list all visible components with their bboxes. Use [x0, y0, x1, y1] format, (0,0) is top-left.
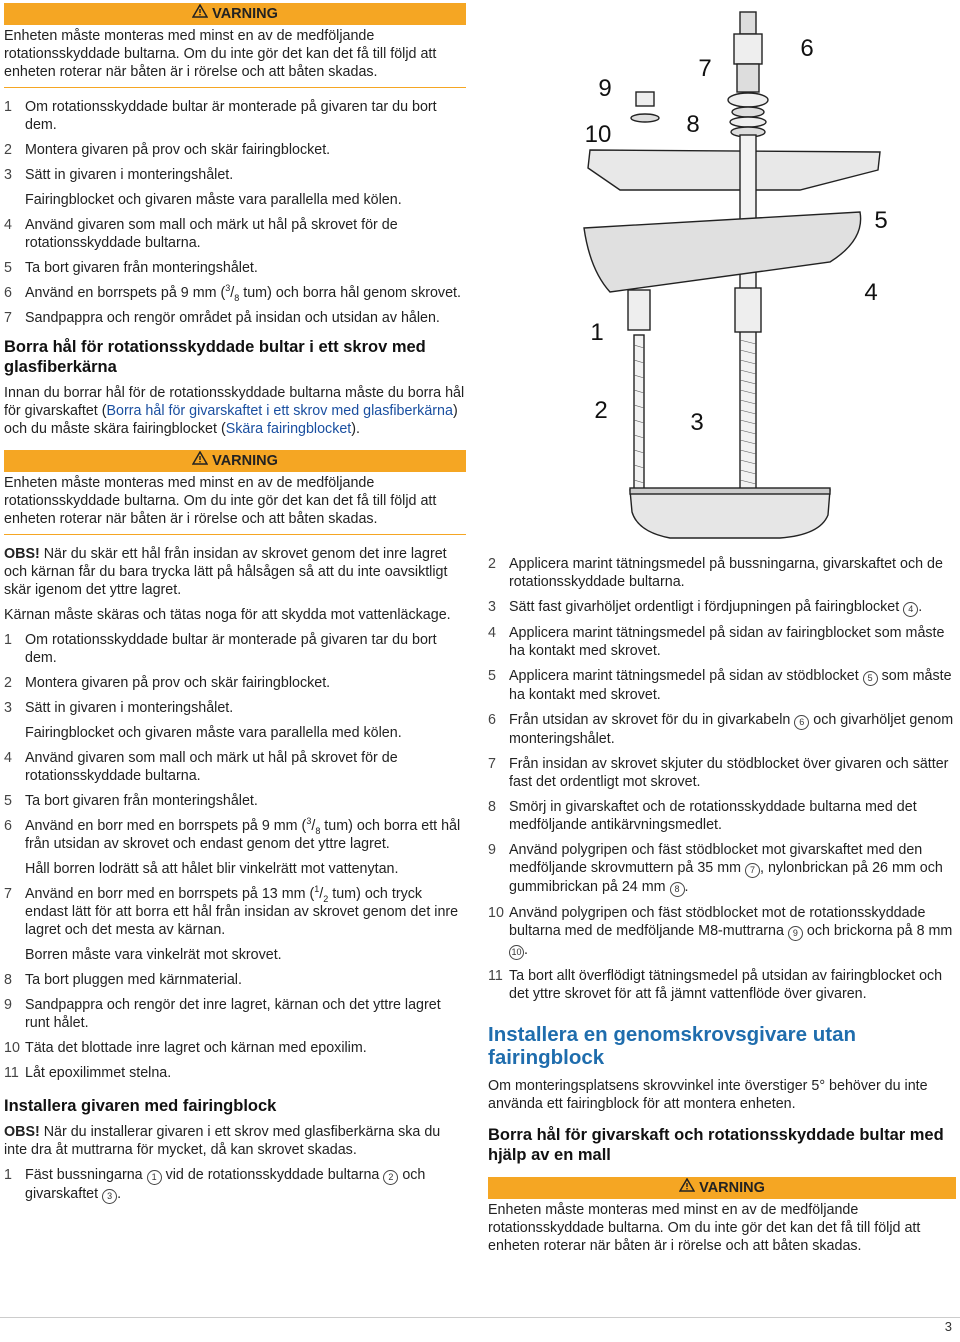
- fraction-denominator: 8: [315, 825, 321, 836]
- step-text: Applicera marint tätningsmedel på bussningarna, givarskaftet och de rotationsskyddade bultarna.: [509, 556, 943, 590]
- callout-reference: 7: [745, 863, 760, 878]
- warning-triangle-icon: [679, 1177, 695, 1199]
- fraction-slash: /: [230, 285, 235, 301]
- step-number: 2: [488, 556, 496, 572]
- right-steps: [488, 555, 956, 1003]
- step-text: vid de rotationsskyddade bultarna: [161, 1167, 384, 1183]
- step-text: och givarhöljet genom monteringshålet.: [509, 712, 954, 747]
- step-number: 9: [488, 842, 496, 858]
- section-heading-glasfiber: Borra hål för rotationsskyddade bultar i ett skrov med glasfiberkärna: [4, 338, 426, 376]
- obs-paragraph-install: [4, 1123, 466, 1159]
- glasfiber-steps: [4, 631, 466, 1082]
- step-text: och givarskaftet: [25, 1167, 426, 1202]
- list-step: [4, 98, 466, 134]
- step-number: 7: [4, 310, 12, 326]
- callout-reference: 5: [863, 671, 878, 686]
- step-text: Montera givaren på prov och skär fairingblocket.: [25, 142, 331, 158]
- list-step: [4, 166, 466, 184]
- step-number: 2: [4, 675, 12, 691]
- step-text: Ta bort pluggen med kärnmaterial.: [25, 972, 242, 988]
- list-step: [488, 667, 956, 704]
- step-number: 1: [4, 99, 12, 115]
- list-step: [488, 967, 956, 1003]
- obs-text: När du skär ett hål från insidan av skrovet genom det inre lagret och kärnan får du bara trycka lätt på hålsågen så att du inte oavsiktligt skär igenom det yttre lagret.: [4, 546, 448, 598]
- obs-paragraph: [4, 545, 466, 599]
- callout-label-5: 5: [874, 207, 888, 234]
- warning-header: [488, 1177, 956, 1199]
- list-step: [4, 1064, 466, 1082]
- list-step: [488, 624, 956, 660]
- step-text: Låt epoxilimmet stelna.: [25, 1065, 172, 1081]
- step-text: Använd givaren som mall och märk ut hål på skrovet för de rotationsskyddade bultarna.: [25, 750, 398, 784]
- warning-box-2: [4, 450, 466, 535]
- step-number: 4: [4, 217, 12, 233]
- section-heading-no-fairing: Installera en genomskrovsgivare utan fairingblock: [488, 1023, 856, 1069]
- step-text: Sätt fast givarhöljet ordentligt i fördjupningen på fairingblocket: [509, 599, 904, 615]
- step-number: 11: [4, 1065, 19, 1081]
- warning-header: [4, 450, 466, 472]
- callout-reference: 4: [903, 602, 918, 617]
- step-text: .: [918, 599, 923, 615]
- install-step-1: [4, 1166, 466, 1204]
- link-skara-fairingblocket[interactable]: Skära fairingblocket: [225, 421, 352, 437]
- step-note: Håll borren lodrätt så att hålet blir vinkelrätt mot vattenytan.: [25, 861, 399, 877]
- step-text: som måste ha kontakt med skrovet.: [509, 668, 952, 703]
- step-text: , nylonbrickan på 26 mm och gummibrickan på 24 mm: [509, 860, 943, 895]
- step-number: 8: [488, 799, 496, 815]
- step-number: 4: [488, 625, 496, 641]
- list-step: [4, 284, 466, 302]
- step-text: Använd givaren som mall och märk ut hål på skrovet för de rotationsskyddade bultarna.: [25, 217, 398, 251]
- list-step: [4, 216, 466, 252]
- step-number: 10: [488, 905, 504, 921]
- step-number: 7: [488, 756, 496, 772]
- list-step: [4, 309, 466, 327]
- fraction-slash: /: [311, 818, 316, 834]
- intro-text: ).: [351, 421, 361, 437]
- fraction-denominator: 2: [323, 893, 329, 904]
- step-number: 8: [4, 972, 12, 988]
- step-text: Använd polygripen och fäst stödblocket mot de rotationsskyddade bultarna med de medföljande M8-muttrarna: [509, 905, 926, 939]
- list-step: [4, 996, 466, 1032]
- step-text: Sätt in givaren i monteringshålet.: [25, 700, 234, 716]
- step-text: Ta bort givaren från monteringshålet.: [25, 793, 258, 809]
- callout-reference: 6: [794, 715, 809, 730]
- callout-label-2: 2: [594, 397, 608, 424]
- step-number: 5: [4, 793, 12, 809]
- section-subheading-template: Borra hål för givarskaft och rotationsskyddade bultar med hjälp av en mall: [488, 1126, 944, 1164]
- step-note: Borren måste vara vinkelrät mot skrovet.: [25, 947, 282, 963]
- step-text: .: [524, 942, 528, 958]
- list-step: [4, 259, 466, 277]
- fraction-numerator: 3: [225, 283, 231, 294]
- list-step: [488, 798, 956, 834]
- warning-box-1: [4, 3, 466, 88]
- step-text: och brickorna på 8 mm: [802, 923, 953, 939]
- step-text: tum) och borra hål genom skrovet.: [239, 285, 461, 301]
- list-step: [488, 555, 956, 591]
- intro-text: Innan du borrar hål för de rotationsskyddade bultarna måste du borra hål för givarskaftet (: [4, 385, 465, 419]
- step-text: Sandpappra och rengör det inre lagret, kärnan och det yttre lagret runt hålet.: [25, 997, 441, 1031]
- list-step: [4, 141, 466, 159]
- step-number: 2: [4, 142, 12, 158]
- callout-reference: 9: [788, 926, 803, 941]
- list-step: [488, 598, 956, 617]
- step-number: 5: [4, 260, 12, 276]
- warning-label: VARNING: [212, 453, 278, 469]
- section-heading-install: Installera givaren med fairingblock: [4, 1097, 277, 1115]
- fraction-slash: /: [319, 886, 324, 902]
- step-number: 4: [4, 750, 12, 766]
- link-borra-hal-givarskaftet[interactable]: Borra hål för givarskaftet i ett skrov med glasfiberkärna: [106, 403, 453, 419]
- callout-label-7: 7: [698, 55, 712, 82]
- list-step: [4, 971, 466, 989]
- step-number: 6: [4, 285, 12, 301]
- obs-text: När du installerar givaren i ett skrov med glasfiberkärna ska du inte dra åt muttrarna för mycket, då kan skrovet skadas.: [4, 1124, 441, 1158]
- list-step: [4, 674, 466, 692]
- footer-rule: [0, 1317, 960, 1318]
- callout-label-8: 8: [686, 111, 700, 138]
- warning-box-3: [488, 1177, 956, 1261]
- fraction-numerator: 1: [314, 884, 320, 895]
- step-text: Sätt in givaren i monteringshålet.: [25, 167, 234, 183]
- left-column: [4, 3, 466, 1211]
- right-column: [488, 555, 956, 1271]
- list-step: [4, 885, 466, 939]
- step-text: Ta bort givaren från monteringshålet.: [25, 260, 258, 276]
- step-text: Applicera marint tätningsmedel på sidan av stödblocket: [509, 668, 863, 684]
- step-note: Fairingblocket och givaren måste vara parallella med kölen.: [25, 725, 402, 741]
- step-text: .: [684, 879, 689, 895]
- step-text: Använd en borr med en borrspets på 9 mm (: [25, 818, 307, 834]
- callout-label-6: 6: [800, 35, 814, 62]
- list-step: [4, 792, 466, 810]
- transducer-exploded-diagram: [560, 0, 920, 540]
- step-text: .: [117, 1186, 122, 1202]
- step-text: Fäst bussningarna: [25, 1167, 147, 1183]
- warning-triangle-icon: [192, 3, 208, 25]
- step-number: 3: [4, 167, 12, 183]
- list-step: [4, 749, 466, 785]
- step-number: 3: [4, 700, 12, 716]
- list-step: [488, 904, 956, 960]
- step-number: 1: [4, 1167, 12, 1183]
- list-step: [4, 631, 466, 667]
- top-steps: [4, 98, 466, 327]
- kernel-paragraph: Kärnan måste skäras och tätas noga för att skydda mot vattenläckage.: [4, 607, 451, 623]
- step-number: 1: [4, 632, 12, 648]
- warning-label: VARNING: [699, 1180, 765, 1196]
- step-number: 10: [4, 1040, 20, 1056]
- step-text: Täta det blottade inre lagret och kärnan med epoxilim.: [25, 1040, 367, 1056]
- step-text: tum) och borra ett hål från utsidan av skrovet och endast genom det yttre lagret.: [25, 818, 461, 852]
- list-step: [4, 1039, 466, 1057]
- list-step: [488, 711, 956, 748]
- warning-header: [4, 3, 466, 25]
- step-number: 7: [4, 886, 12, 902]
- step-number: 3: [488, 599, 496, 615]
- fraction-denominator: 8: [234, 292, 240, 303]
- step-text: Montera givaren på prov och skär fairingblocket.: [25, 675, 331, 691]
- intro-text: ) och du måste skära fairingblocket (: [4, 403, 458, 437]
- list-step: [4, 817, 466, 853]
- callout-label-1: 1: [590, 319, 604, 346]
- step-text: Från insidan av skrovet skjuter du stödblocket över givaren och sätter fast det ordentligt mot skrovet.: [509, 756, 949, 790]
- warning-text: Enheten måste monteras med minst en av de medföljande rotationsskyddade bultarna. Om du inte gör det kan det få till följd att enheten roterar när båten är i rörelse och att båten skadas.: [4, 472, 466, 535]
- warning-label: VARNING: [212, 6, 278, 22]
- callout-reference: 10: [509, 945, 524, 960]
- step-text: Om rotationsskyddade bultar är monterade på givaren tar du bort dem.: [25, 632, 437, 666]
- warning-triangle-icon: [192, 450, 208, 472]
- step-text: Applicera marint tätningsmedel på sidan av fairingblocket som måste ha kontakt med skrovet.: [509, 625, 945, 659]
- step-number: 5: [488, 668, 496, 684]
- list-step: [488, 841, 956, 897]
- step-text: Använd polygripen och fäst stödblocket mot givarskaftet med den medföljande skrovmuttern på 35 mm: [509, 842, 923, 876]
- callout-label-10: 10: [584, 121, 612, 148]
- fraction-numerator: 3: [306, 816, 312, 827]
- step-text: tum) och tryck endast lätt för att borra ett hål från insidan av skrovet genom det inre lagret och det mesta av kärnan.: [25, 886, 459, 938]
- step-text: Ta bort allt överflödigt tätningsmedel på utsidan av fairingblocket och det yttre skrovet för att få jämnt vattenflöde över givaren.: [509, 968, 943, 1002]
- step-number: 9: [4, 997, 12, 1013]
- step-text: Smörj in givarskaftet och de rotationsskyddade bultarna med det medföljande antikärvningsmedlet.: [509, 799, 917, 833]
- intro-paragraph: [4, 384, 466, 438]
- page-number: 3: [944, 1319, 952, 1334]
- list-step: [4, 699, 466, 717]
- step-text: Om rotationsskyddade bultar är monterade på givaren tar du bort dem.: [25, 99, 437, 133]
- step-text: Använd en borrspets på 9 mm (: [25, 285, 226, 301]
- no-fairing-intro: Om monteringsplatsens skrovvinkel inte överstiger 5° behöver du inte använda ett fairingblock för att montera enheten.: [488, 1078, 928, 1112]
- step-text: Sandpappra och rengör området på insidan och utsidan av hålen.: [25, 310, 440, 326]
- step-note: Fairingblocket och givaren måste vara parallella med kölen.: [25, 192, 402, 208]
- obs-label: OBS!: [4, 546, 40, 562]
- step-number: 6: [488, 712, 496, 728]
- callout-1: 1: [147, 1170, 162, 1185]
- callout-2: 2: [383, 1170, 398, 1185]
- warning-text: Enheten måste monteras med minst en av de medföljande rotationsskyddade bultarna. Om du inte gör det kan det få till följd att enheten roterar när båten är i rörelse och att båten skadas.: [4, 25, 466, 88]
- step-number: 6: [4, 818, 12, 834]
- callout-reference: 8: [670, 882, 685, 897]
- callout-label-9: 9: [598, 75, 612, 102]
- obs-label: OBS!: [4, 1124, 40, 1140]
- step-number: 11: [488, 968, 503, 984]
- warning-text: Enheten måste monteras med minst en av de medföljande rotationsskyddade bultarna. Om du inte gör det kan det få till följd att enheten roterar när båten är i rörelse och att båten skadas.: [488, 1202, 921, 1254]
- callout-label-4: 4: [864, 279, 878, 306]
- callout-label-3: 3: [690, 409, 704, 436]
- step-text: Från utsidan av skrovet för du in givarkabeln: [509, 712, 795, 728]
- step-text: Använd en borr med en borrspets på 13 mm (: [25, 886, 315, 902]
- callout-3: 3: [102, 1189, 117, 1204]
- list-step: [488, 755, 956, 791]
